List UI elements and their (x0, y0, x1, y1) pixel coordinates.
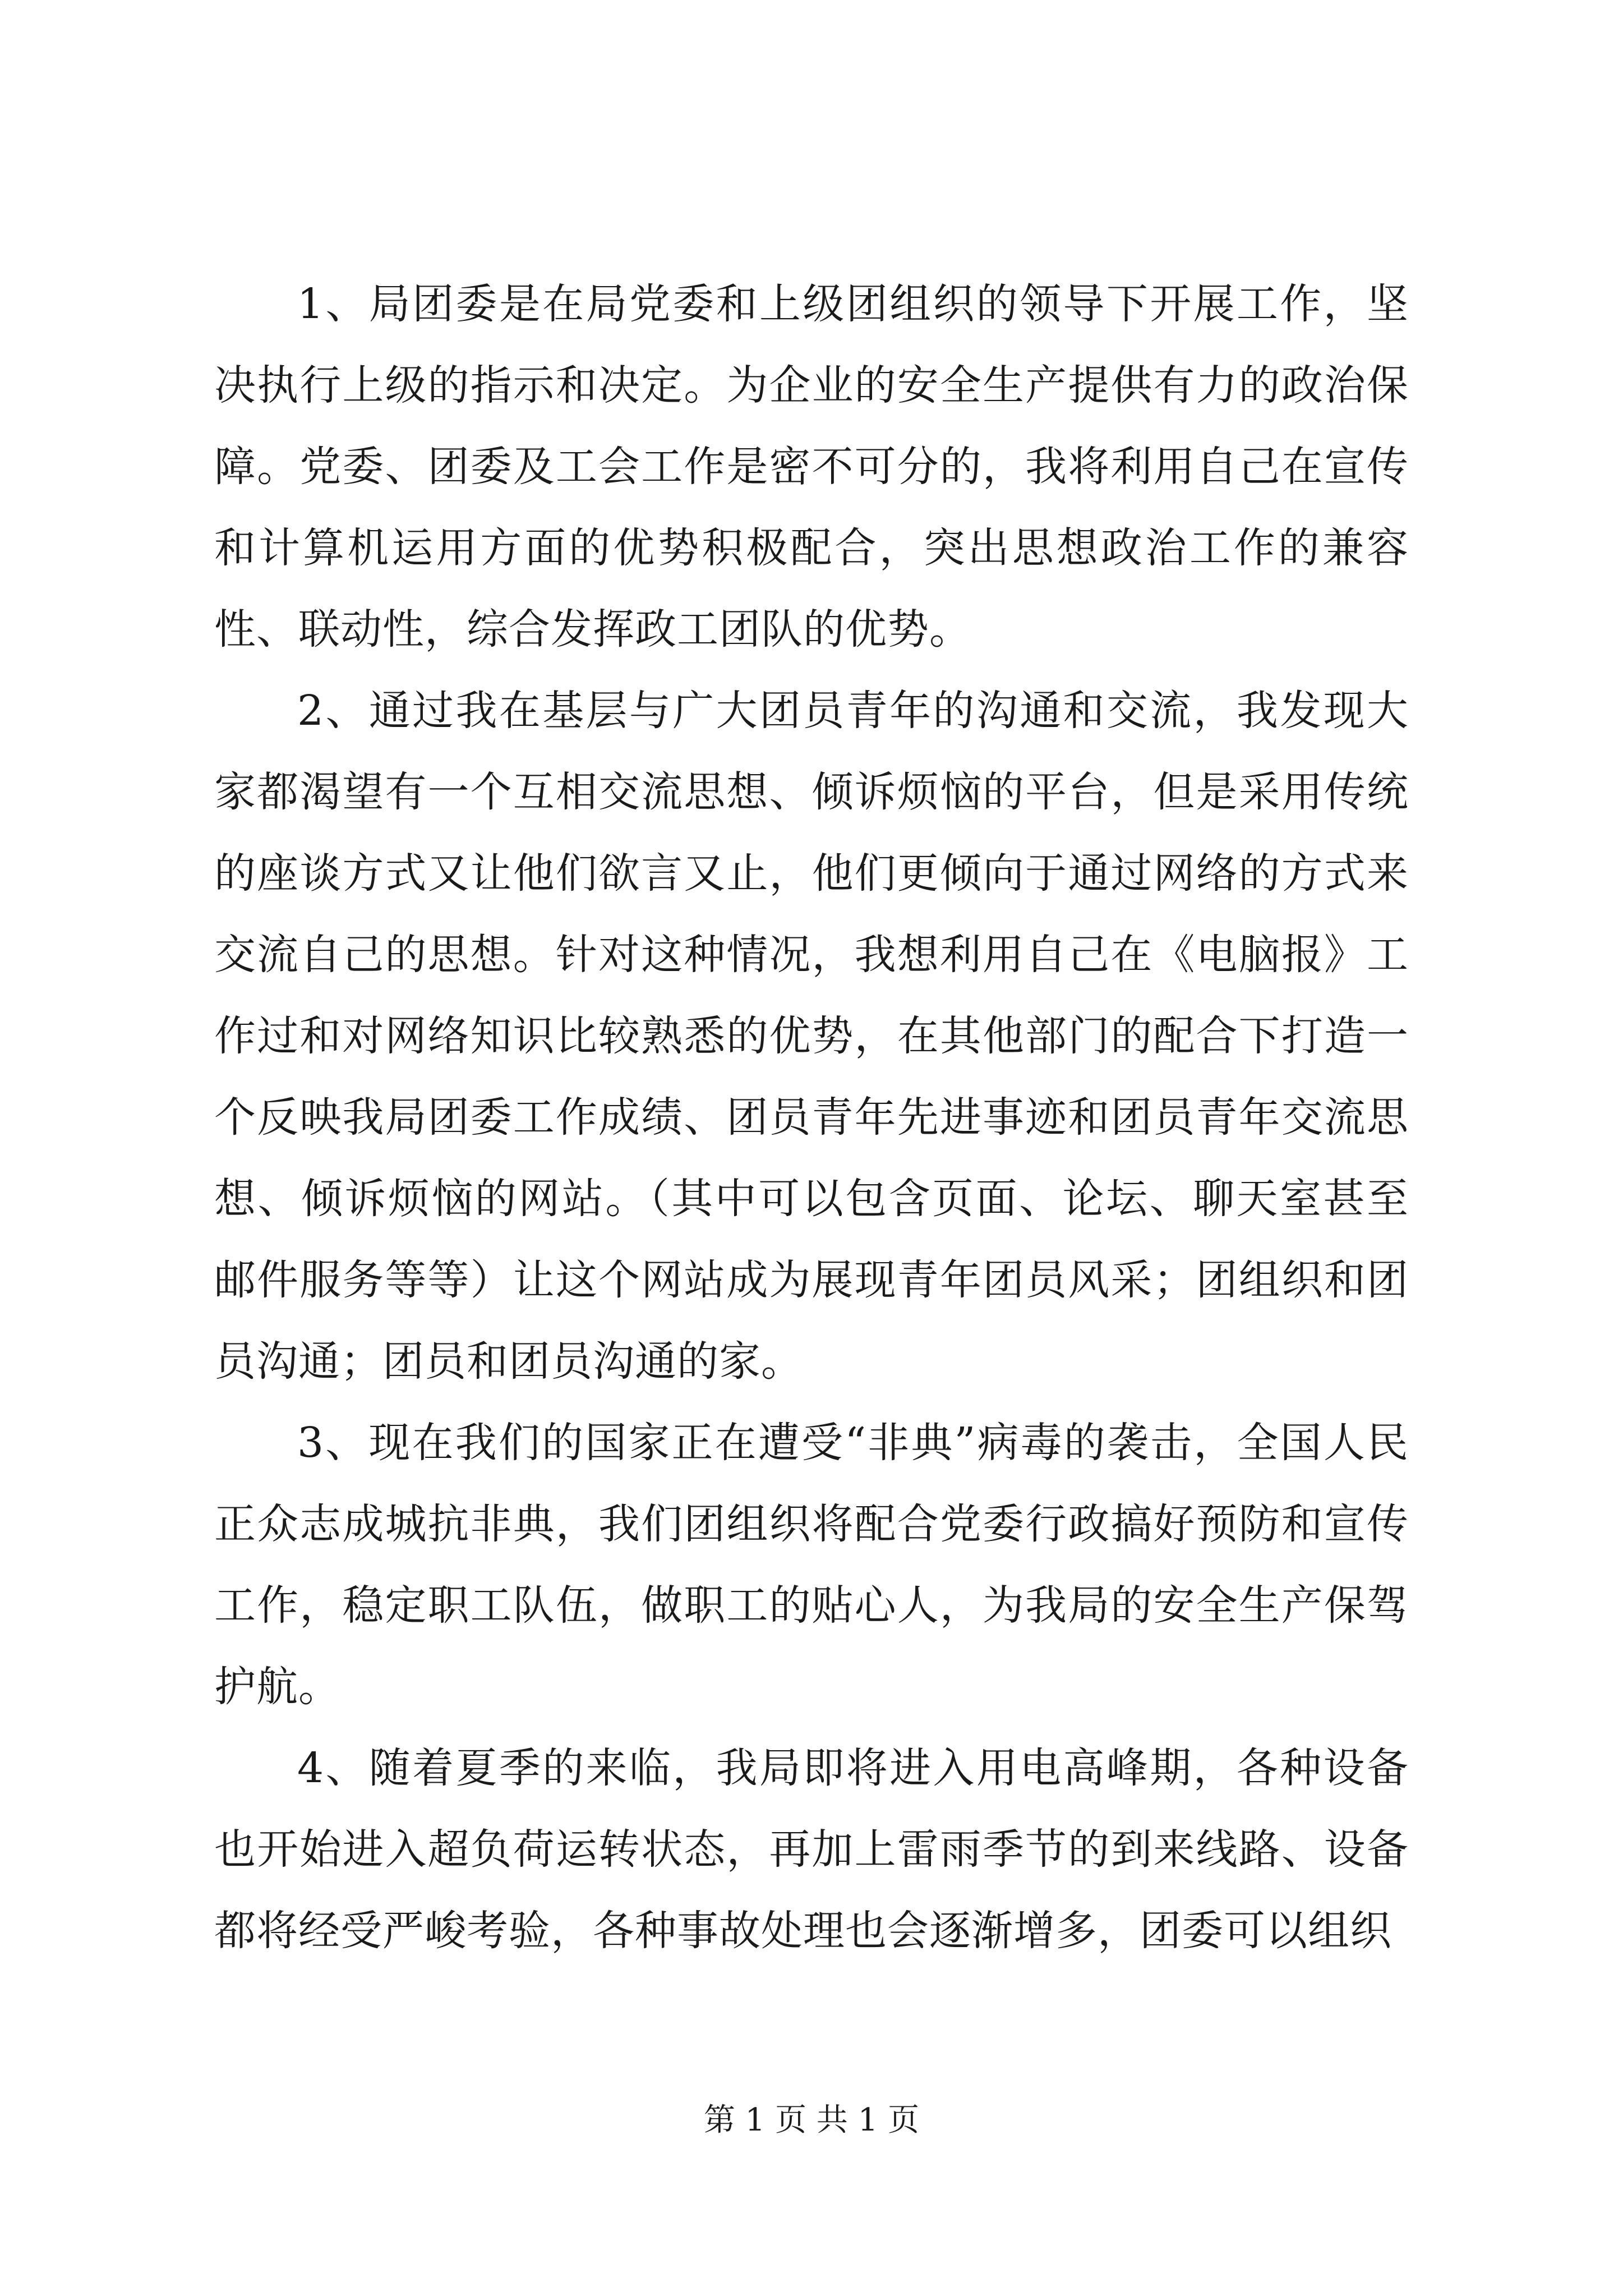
paragraph-4: 4、随着夏季的来临，我局即将进入用电高峰期，各种设备也开始进入超负荷运转状态，再加上雷雨季节的到来线路、设备都将经受严峻考验，各种事故处理也会逐渐增多，团委可以组织 (214, 1744, 1409, 1955)
document-body (214, 264, 1409, 1972)
page-footer: 第 1 页 共 1 页 (703, 2102, 920, 2138)
paragraph-1: 1、局团委是在局党委和上级团组织的领导下开展工作，坚决执行上级的指示和决定。为企业的安全生产提供有力的政治保障。党委、团委及工会工作是密不可分的，我将利用自己在宣传和计算机运用方面的优势积极配合，突出思想政治工作的兼容性、联动性，综合发挥政工团队的优势。 (214, 280, 1409, 654)
paragraph-3: 3、现在我们的国家正在遭受“非典”病毒的袭击，全国人民正众志成城抗非典，我们团组织将配合党委行政搞好预防和宣传工作，稳定职工队伍，做职工的贴心人，为我局的安全生产保驾护航。 (214, 1419, 1409, 1711)
paragraph-2: 2、通过我在基层与广大团员青年的沟通和交流，我发现大家都渴望有一个互相交流思想、倾诉烦恼的平台，但是采用传统的座谈方式又让他们欲言又止，他们更倾向于通过网络的方式来交流自己的思想。针对这种情况，我想利用自己在《电脑报》工作过和对网络知识比较熟悉的优势，在其他部门的配合下打造一个反映我局团委工作成绩、团员青年先进事迹和团员青年交流思想、倾诉烦恼的网站。（其中可以包含页面、论坛、聊天室甚至邮件服务等等）让这个网站成为展现青年团员风采；团组织和团员沟通；团员和团员沟通的家。 (214, 687, 1409, 1386)
